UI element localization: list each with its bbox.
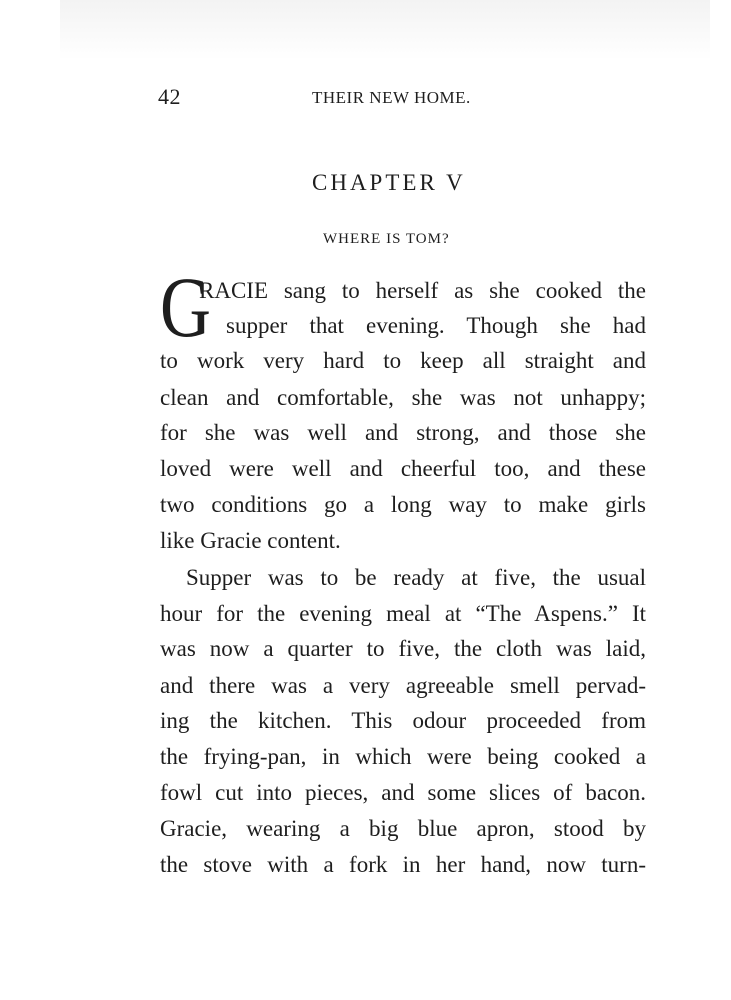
text-line: was now a quarter to five, the cloth was laid, (160, 636, 646, 661)
text-line: like Gracie content. (160, 528, 341, 553)
text-line: to work very hard to keep all straight and (160, 348, 646, 373)
text-line: fowl cut into pieces, and some slices of bacon. (160, 780, 646, 805)
text-line: ing the kitchen. This odour proceeded from (160, 708, 646, 733)
text-line: Gracie, wearing a big blue apron, stood by (160, 816, 646, 841)
text-line: the stove with a fork in her hand, now turn- (160, 852, 646, 877)
page-number: 42 (158, 84, 181, 109)
bleed-through-shadow (60, 0, 710, 60)
chapter-subtitle: WHERE IS TOM? (323, 231, 450, 247)
text-line: the frying-pan, in which were being cooked a (160, 744, 646, 769)
text-line: clean and comfortable, she was not unhappy; (160, 385, 646, 410)
text-line: for she was well and strong, and those she (160, 420, 646, 445)
text-line: loved were well and cheerful too, and these (160, 456, 646, 481)
running-head: THEIR NEW HOME. (312, 88, 471, 107)
text-line: Supper was to be ready at five, the usual (186, 565, 646, 590)
text-line: and there was a very agreeable smell pervad- (160, 673, 646, 698)
text-line: supper that evening. Though she had (226, 313, 646, 338)
text-line: two conditions go a long way to make girls (160, 492, 646, 517)
chapter-title: CHAPTER V (312, 170, 466, 195)
text-line: RACIE sang to herself as she cooked the (199, 278, 646, 303)
drop-cap: G (160, 259, 211, 355)
text-line: hour for the evening meal at “The Aspens.” It (160, 601, 646, 626)
